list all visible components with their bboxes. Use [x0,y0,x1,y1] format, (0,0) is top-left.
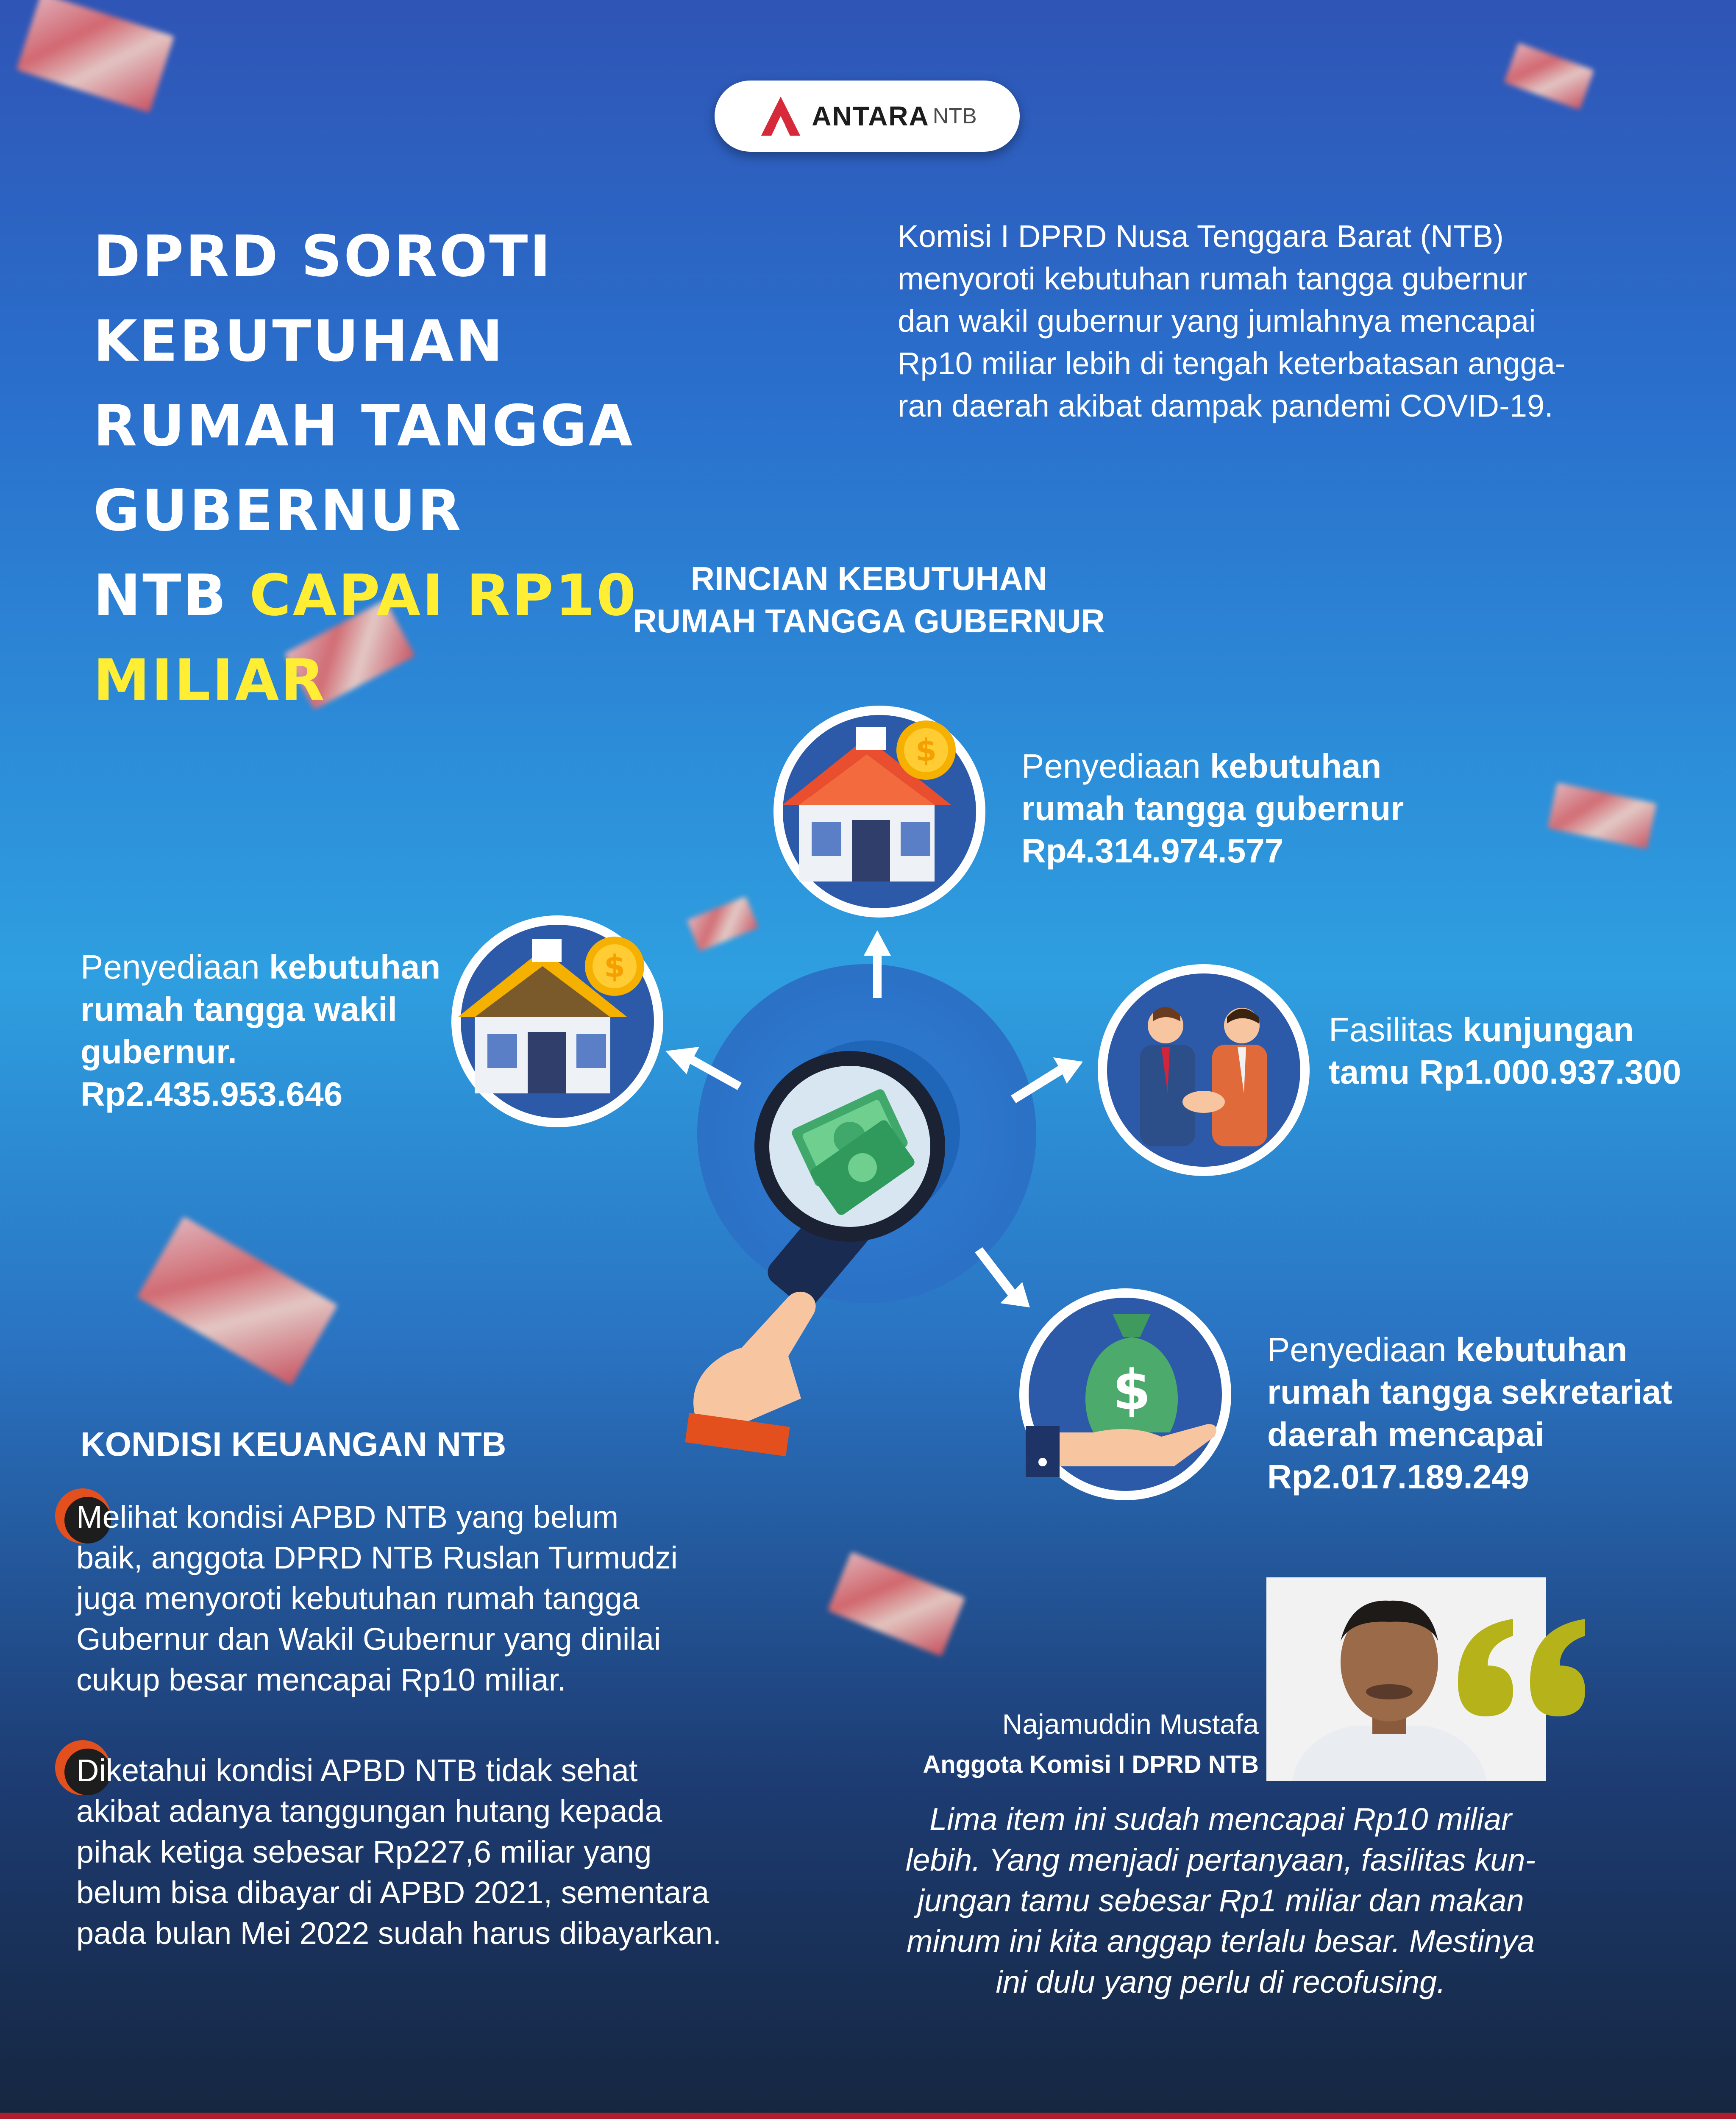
headline-line: DPRD SOROTI KEBUTUHAN [93,223,553,374]
kondisi-paragraph-1 [76,1497,797,1700]
svg-text:$: $ [915,732,937,768]
magnifier-money-icon [661,1034,983,1458]
label-bold: daerah mencapai [1267,1415,1544,1453]
label-line [81,988,504,1031]
logo-sub: NTB [932,104,977,128]
money-bag-hand-icon [1021,1297,1229,1492]
quote-mark-icon [1449,1610,1594,1721]
money-note-decoration [1504,43,1594,110]
intro-line: menyoroti kebutuhan rumah tangga gubernur [898,261,1527,296]
money-note-decoration [137,1216,338,1386]
headline-highlight: CAPAI RP10 MILIAR [93,562,638,713]
para-line: Melihat kondisi APBD NTB yang belum [76,1499,619,1535]
wakil-amount: Rp2.435.953.646 [81,1075,343,1113]
credits-footer [0,2113,1736,2119]
antara-ntb-logo [715,81,1020,152]
tamu-amount: tamu Rp1.000.937.300 [1329,1053,1681,1091]
money-note-decoration [17,0,175,113]
quote-speaker-name: Najamuddin Mustafa [1002,1708,1259,1740]
house-coin-icon [765,716,990,886]
label-text: Penyediaan [81,948,269,986]
tamu-label [1329,1009,1736,1093]
handshake-icon [1119,987,1288,1157]
label-bold: rumah tangga gubernur [1021,790,1404,827]
logo-brand: ANTARA [812,101,929,131]
para-line: belum bisa dibayar di APBD 2021, sementara [76,1875,709,1910]
label-line [81,1073,504,1115]
arrow-left-icon [665,1043,746,1093]
arrow-up-icon [860,930,894,998]
quote-line: minum ini kita anggap terlalu besar. Mestinya [906,1924,1535,1959]
money-note-decoration [687,896,758,951]
arrow-right-icon [1011,1057,1083,1108]
gubernur-label [1021,745,1657,872]
label-line [1267,1413,1729,1456]
headline-plain: NTB [93,562,250,628]
kondisi-title: KONDISI KEUANGAN NTB [81,1425,506,1463]
quote-speaker-role: Anggota Komisi I DPRD NTB [923,1751,1259,1778]
rincian-title [551,557,1187,642]
money-note-decoration [827,1552,965,1657]
label-line [81,1031,504,1073]
label-text: Fasilitas [1329,1011,1463,1048]
quote-line: Lima item ini sudah mencapai Rp10 miliar [929,1802,1512,1837]
label-line [1021,745,1657,787]
intro-line: Rp10 miliar lebih di tengah keterbatasan angga- [898,346,1566,381]
label-text: Penyediaan [1021,747,1210,785]
label-bold: kunjungan [1462,1011,1634,1048]
para-line: akibat adanya tanggungan hutang kepada [76,1794,662,1829]
intro-line: dan wakil gubernur yang jumlahnya mencapai [898,303,1536,339]
quote-line: jungan tamu sebesar Rp1 miliar dan makan [917,1883,1524,1918]
label-line [1267,1329,1729,1371]
para-line: pada bulan Mei 2022 sudah harus dibayarkan. [76,1916,722,1951]
headline-line: RUMAH TANGGA GUBERNUR [93,393,634,544]
quote-line: lebih. Yang menjadi pertanyaan, fasilitas kun- [905,1842,1536,1877]
rincian-line: RUMAH TANGGA GUBERNUR [633,602,1105,640]
wakil-label [81,946,504,1115]
para-line: juga menyoroti kebutuhan rumah tangga [76,1581,640,1616]
kondisi-paragraph-2 [76,1750,797,1954]
intro-line: ran daerah akibat dampak pandemi COVID-19. [898,388,1553,423]
label-bold: gubernur. [81,1033,237,1071]
label-bold: kebutuhan [269,948,441,986]
rincian-line: RINCIAN KEBUTUHAN [690,560,1047,597]
label-line [1267,1456,1729,1498]
para-line: Diketahui kondisi APBD NTB tidak sehat [76,1753,638,1788]
label-line [1021,787,1657,830]
label-line [81,946,504,988]
para-line: cukup besar mencapai Rp10 miliar. [76,1662,566,1697]
label-line [1267,1371,1729,1413]
svg-text:$: $ [1112,1358,1151,1422]
sekretariat-label [1267,1329,1729,1498]
headline [93,214,890,723]
label-bold: rumah tangga wakil [81,990,397,1028]
label-line [1329,1009,1736,1051]
para-line: Gubernur dan Wakil Gubernur yang dinilai [76,1621,661,1657]
label-line [1021,830,1657,872]
label-bold: rumah tangga sekretariat [1267,1373,1672,1411]
antara-logo-mark-icon [757,93,804,139]
intro-line: Komisi I DPRD Nusa Tenggara Barat (NTB) [898,219,1504,254]
sekretariat-amount: Rp2.017.189.249 [1267,1458,1530,1496]
para-line: pihak ketiga sebesar Rp227,6 miliar yang [76,1834,652,1869]
label-line [1329,1051,1736,1093]
quote-text [882,1799,1560,2002]
label-text: Penyediaan [1267,1331,1456,1368]
gubernur-amount: Rp4.314.974.577 [1021,832,1284,870]
intro-paragraph [898,215,1686,427]
svg-text:$: $ [604,948,626,984]
label-bold: kebutuhan [1455,1331,1628,1368]
label-bold: kebutuhan [1210,747,1382,785]
para-line: baik, anggota DPRD NTB Ruslan Turmudzi [76,1540,678,1575]
quote-line: ini dulu yang perlu di recofusing. [996,1964,1446,1999]
